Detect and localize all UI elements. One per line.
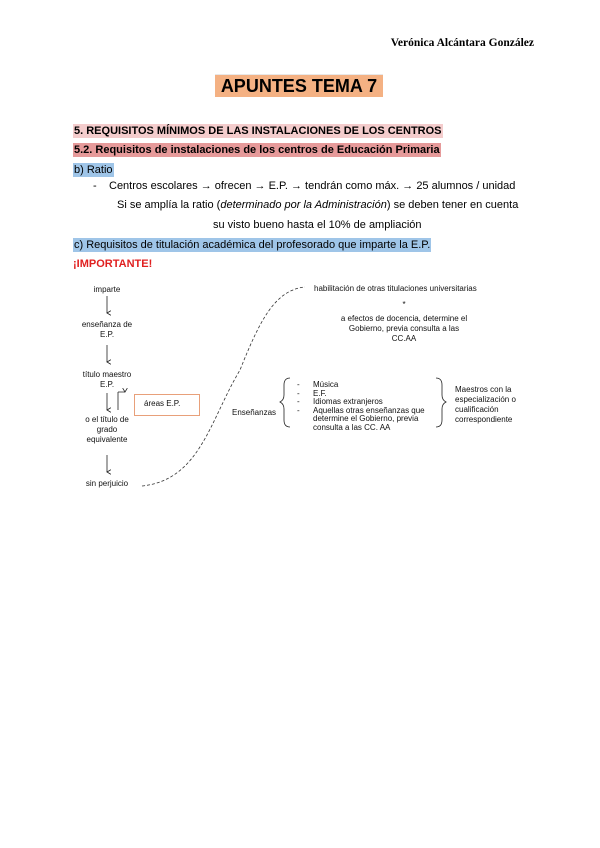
- node-sin-perjuicio: sin perjuicio: [85, 479, 129, 488]
- ratio-line-3: su visto bueno hasta el 10% de ampliación: [213, 219, 422, 231]
- node-ensenanzas: Enseñanzas: [232, 408, 277, 417]
- node-habilitacion: habilitación de otras titulaciones universitarias: [314, 284, 477, 293]
- node-imparte: imparte: [93, 285, 121, 294]
- curve-connector: [142, 287, 305, 486]
- section-heading-5-2: 5.2. Requisitos de instalaciones de los centros de Educación Primaria: [74, 144, 440, 156]
- list-item: - E.F.: [297, 388, 327, 398]
- ratio-line-1: Centros escolares → ofrecen → E.P. → tendrán como máx. → 25 alumnos / unidad: [109, 180, 516, 192]
- list-item: - Música: [297, 380, 339, 389]
- subsection-ratio: b) Ratio: [74, 164, 113, 176]
- bracket-areas: [118, 392, 125, 410]
- page-title: APUNTES TEMA 7: [215, 74, 383, 97]
- node-maestros: Maestros con la especialización o cualificación correspondiente: [455, 385, 516, 424]
- list-item: - Idiomas extranjeros: [297, 397, 383, 406]
- list-item: - Aquellas otras enseñanzas que determine el Gobierno, previa consulta a las CC. AA: [297, 405, 425, 432]
- important-label: ¡IMPORTANTE!: [73, 258, 153, 270]
- node-titulo: título maestro E.P.: [82, 370, 132, 389]
- node-ensenanza: enseñanza de E.P.: [81, 320, 133, 339]
- ratio-line-2-a: Si se amplía la ratio (: [117, 199, 221, 211]
- subsection-titulacion: c) Requisitos de titulación académica del profesorado que imparte la E.P.: [74, 239, 431, 251]
- node-titulo-grado: o el título de grado equivalente: [85, 415, 129, 444]
- ratio-line-2-b: ) se deben tener en cuenta: [386, 199, 519, 211]
- ratio-line-2-em: determinado por la Administración: [220, 199, 387, 211]
- node-areas: áreas E.P.: [144, 399, 181, 408]
- author-name: Verónica Alcántara González: [390, 37, 534, 49]
- ensenanzas-list: [297, 381, 425, 432]
- bullet-dash: -: [93, 180, 97, 192]
- brace-right: [436, 378, 446, 427]
- node-efectos: a efectos de docencia, determine el Gobierno, previa consulta a las CC.AA: [340, 314, 468, 343]
- section-heading-5: 5. REQUISITOS MÍNIMOS DE LAS INSTALACIONES DE LOS CENTROS: [74, 125, 442, 137]
- brace-left: [280, 378, 290, 427]
- asterisk: *: [402, 300, 406, 309]
